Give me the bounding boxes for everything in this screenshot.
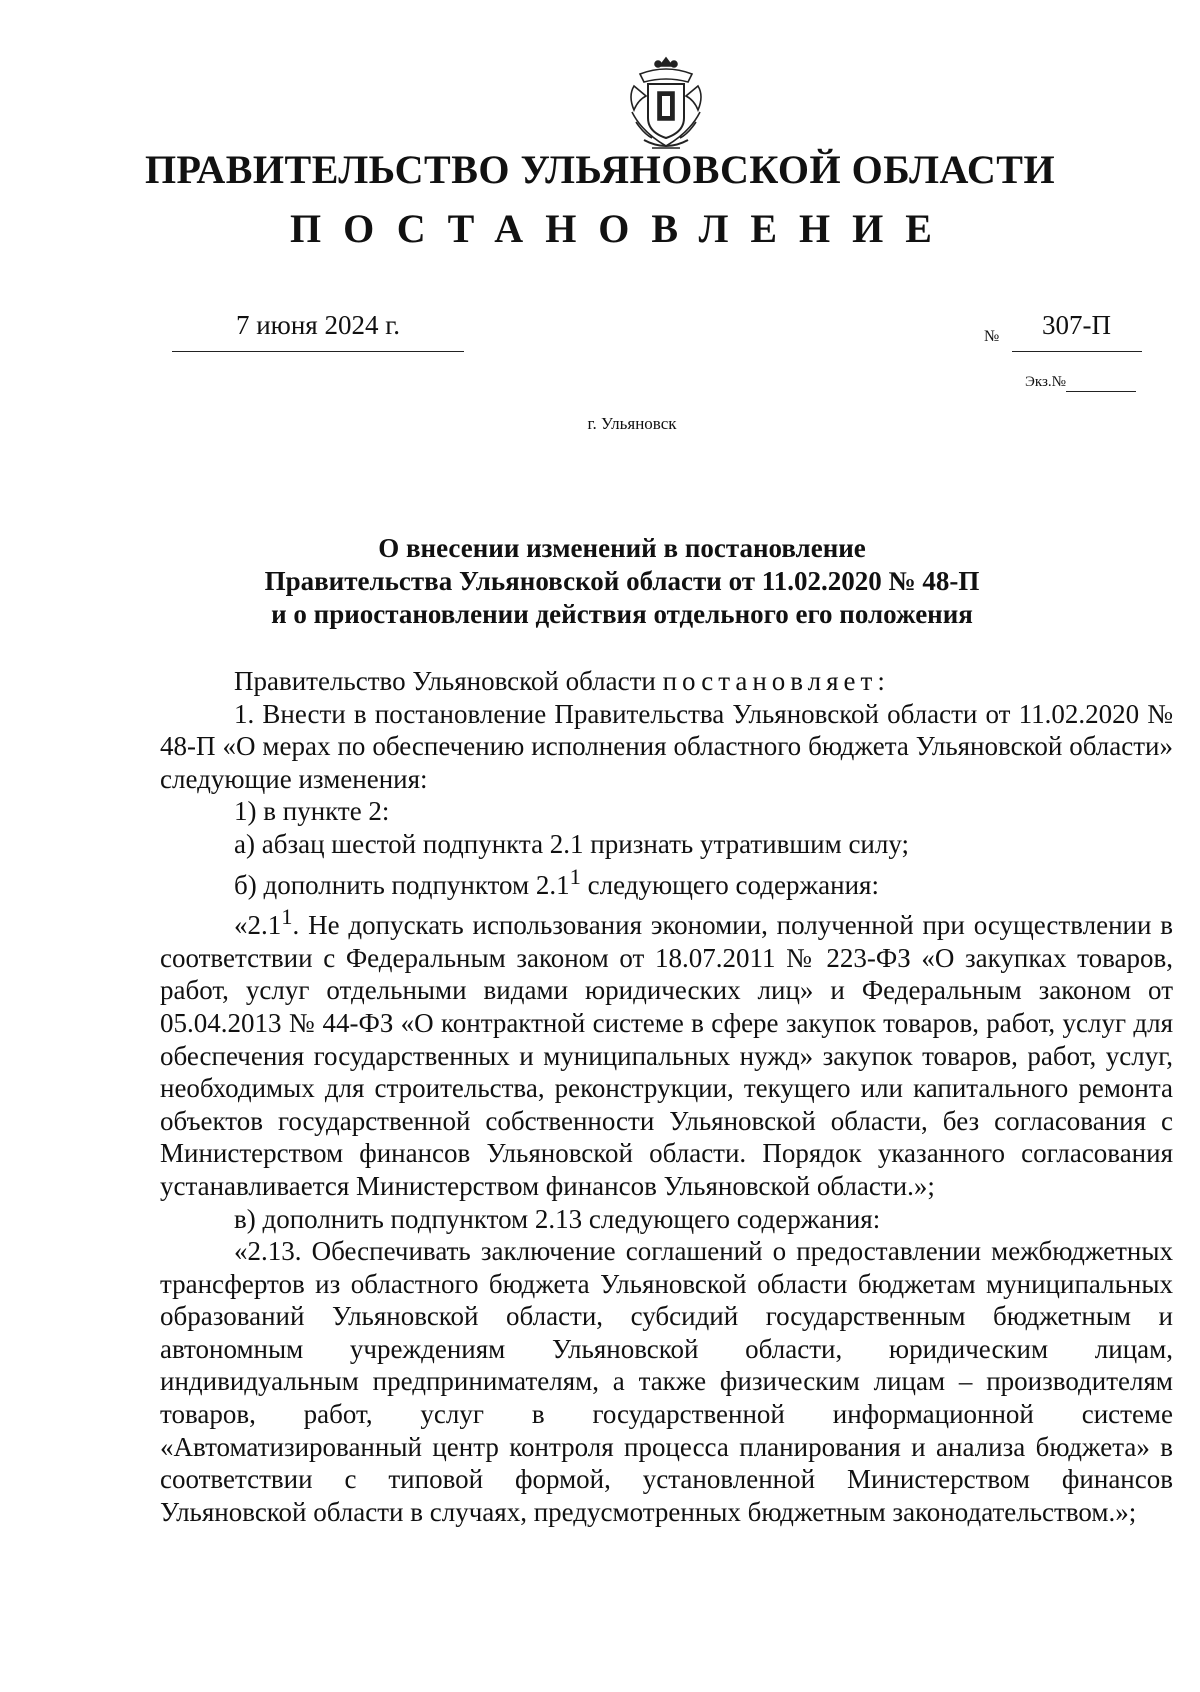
copy-number xyxy=(1025,374,1136,392)
subitem-b-sup: 1 xyxy=(569,863,581,889)
subitem-v: в) дополнить подпунктом 2.13 следующего содержания: xyxy=(234,1203,881,1234)
subitem-1: 1) в пункте 2: xyxy=(234,796,390,827)
number-value: 307-П xyxy=(1012,310,1142,352)
copy-blank-line xyxy=(1066,374,1136,392)
quote-2-1-1-sup: 1 xyxy=(281,904,293,930)
heading-line-2: Правительства Ульяновской области от 11.02.2020 № 48-П xyxy=(264,566,980,596)
document-number xyxy=(984,310,1142,352)
subitem-b-tail: следующего содержания: xyxy=(580,869,879,900)
document-heading xyxy=(0,532,1200,631)
number-label: № xyxy=(984,328,1000,345)
subitem-a: а) абзац шестой подпункта 2.1 признать утратившим силу; xyxy=(234,828,909,859)
heading-line-3: и о приостановлении действия отдельного его положения xyxy=(271,599,973,629)
subitem-b-lead: б) дополнить подпунктом 2.1 xyxy=(234,869,570,900)
quote-2-1-1-tail: . Не допускать использования экономии, полученной при осуществлении в соответствии с Федеральным законом от 18.07.2011 № 223-ФЗ «О закупках товаров, работ, услуг отдельными видами юридических лиц» и Федеральным законом от 05.04.2013 № 44-ФЗ «О контрактной системе в сфере закупок товаров, работ, услуг для обеспечения государственных и муниципальных нужд» закупок товаров, работ, услуг, необходимых для строительства, реконструкции, текущего или капитального ремонта объектов государственной собственности Ульяновской области, без согласования с Министерством финансов Ульяновской области. Порядок указанного согласования устанавливается Министерством финансов Ульяновской области.»; xyxy=(160,910,1173,1201)
copy-label: Экз.№ xyxy=(1025,374,1066,390)
government-title: ПРАВИТЕЛЬСТВО УЛЬЯНОВСКОЙ ОБЛАСТИ xyxy=(144,147,1056,192)
city: г. Ульяновск xyxy=(587,414,677,433)
quote-2-1-1-lead: «2.1 xyxy=(234,910,282,941)
document-body xyxy=(160,665,1173,1528)
subitem-b xyxy=(160,861,1173,902)
intro-colon: : xyxy=(877,666,885,696)
intro-paragraph xyxy=(160,665,1173,698)
quote-2-1-1 xyxy=(160,901,1173,1202)
document-date: 7 июня 2024 г. xyxy=(172,310,464,352)
quote-2-13: «2.13. Обеспечивать заключение соглашений о предоставлении межбюджетных трансфертов из областного бюджета Ульяновской области бюджетам муниципальных образований Ульяновской области, субсидий государственным бюджетным и автономным учреждениям Ульяновской области, юридическим лицам, индивидуальным предпринимателям, а также физическим лицам – производителям товаров, работ, услуг в государственной информационной системе «Автоматизированный центр контроля процесса планирования и анализа бюджета» в соответствии с типовой формой, установленной Министерством финансов Ульяновской области в случаях, предусмотренных бюджетным законодательством.»; xyxy=(160,1236,1173,1527)
document-type: ПОСТАНОВЛЕНИЕ xyxy=(290,206,954,251)
intro-lead: Правительство Ульяновской области xyxy=(234,666,656,696)
intro-spaced: постановляет xyxy=(662,666,878,696)
item-1: 1. Внести в постановление Правительства Ульяновской области от 11.02.2020 № 48-П «О мерах по обеспечению исполнения областного бюджета Ульяновской области» следующие изменения: xyxy=(160,698,1173,794)
coat-of-arms-icon xyxy=(622,52,710,156)
heading-line-1: О внесении изменений в постановление xyxy=(378,533,866,563)
